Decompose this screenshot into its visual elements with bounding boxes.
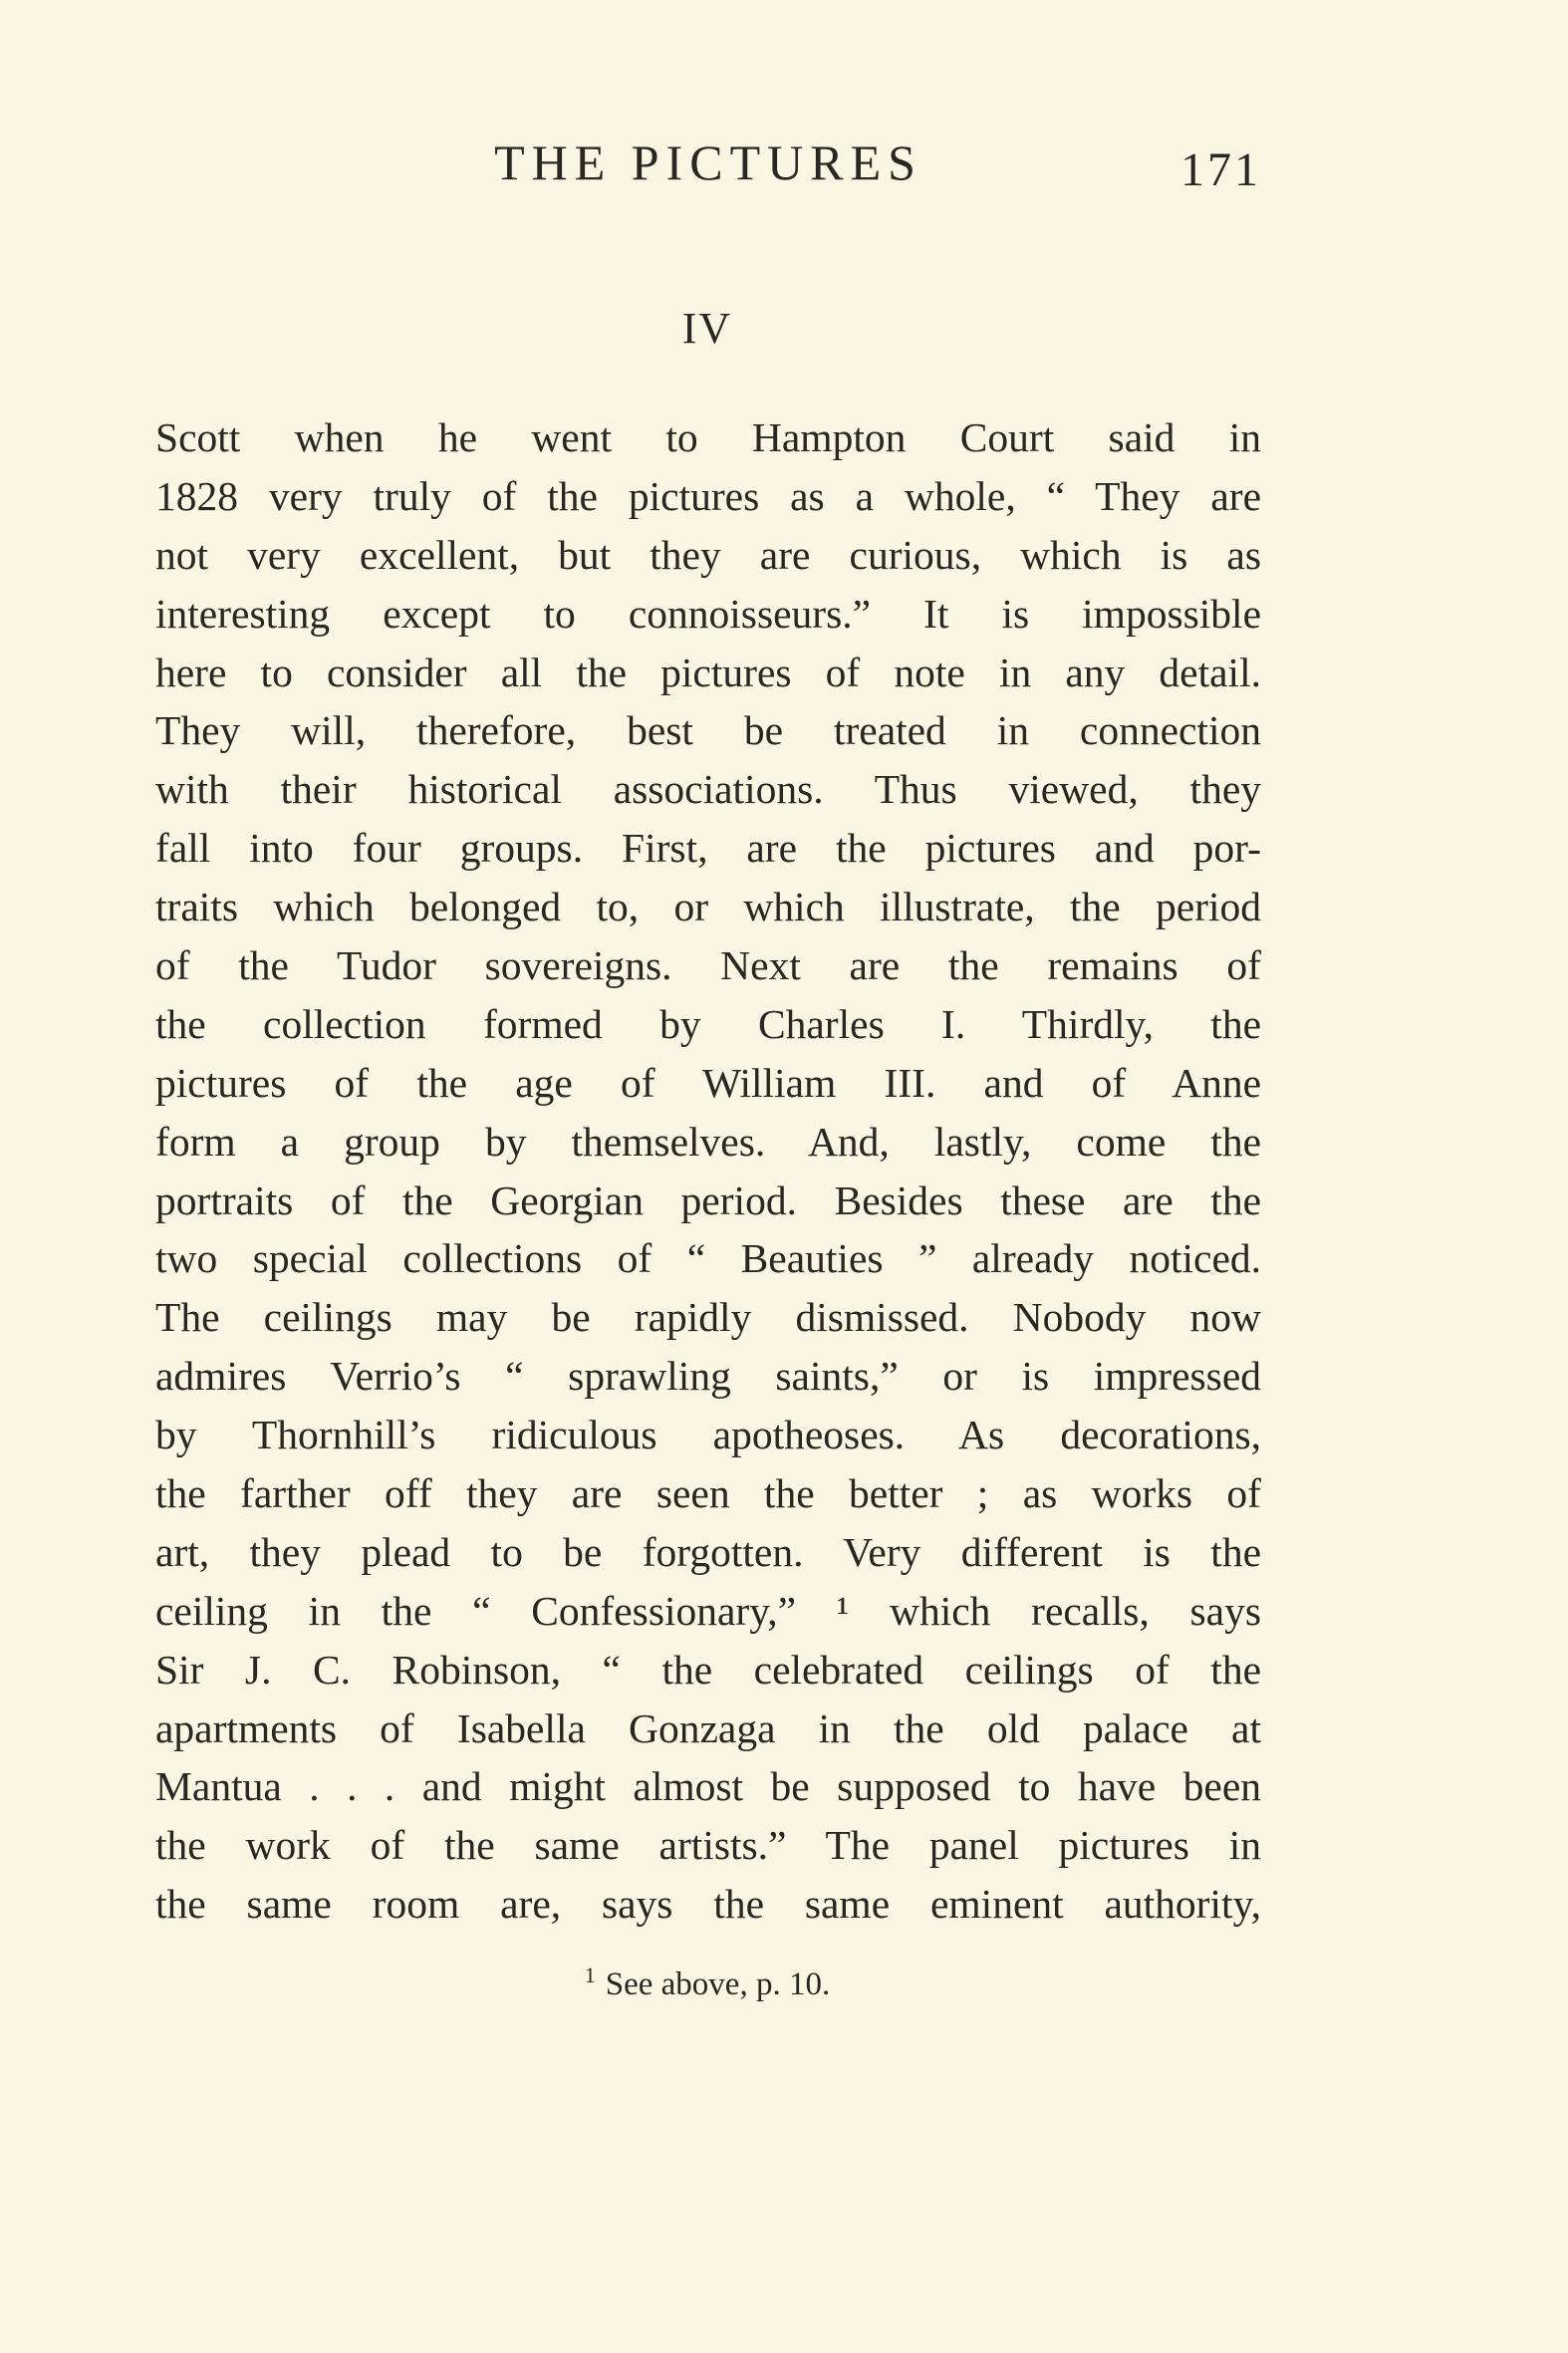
text-line: interesting except to connoisseurs.” It is impossible [155, 590, 1261, 637]
text-line: not very excellent, but they are curious, which is as [155, 531, 1261, 578]
text-line: the farther off they are seen the better ; as works of [155, 1470, 1261, 1517]
body-paragraph [155, 408, 1261, 1934]
text-line: with their historical associations. Thus viewed, they [155, 766, 1261, 813]
section-heading: IV [681, 304, 733, 353]
running-title: THE PICTURES [494, 134, 922, 190]
text-line: Sir J. C. Robinson, “ the celebrated ceilings of the [155, 1646, 1261, 1693]
text-line: portraits of the Georgian period. Besides these are the [155, 1176, 1261, 1223]
text-line: the same room are, says the same eminent authority, [155, 1881, 1261, 1928]
text-line: Mantua . . . and might almost be supposed to have been [155, 1763, 1261, 1810]
text-line: art, they plead to be forgotten. Very different is the [155, 1528, 1261, 1575]
text-line: the work of the same artists.” The panel pictures in [155, 1822, 1261, 1869]
text-line: by Thornhill’s ridiculous apotheoses. As decorations, [155, 1412, 1261, 1458]
text-line: here to consider all the pictures of note in any detail. [155, 649, 1261, 695]
text-line: Scott when he went to Hampton Court said in [155, 414, 1261, 460]
text-line: admires Verrio’s “ sprawling saints,” or is impressed [155, 1353, 1261, 1400]
text-line: They will, therefore, best be treated in connection [155, 707, 1261, 754]
text-line: the collection formed by Charles I. Thirdly, the [155, 1000, 1261, 1047]
text-line: apartments of Isabella Gonzaga in the old palace at [155, 1704, 1261, 1751]
text-line: ceiling in the “ Confessionary,” ¹ which recalls, says [155, 1587, 1261, 1634]
text-line: form a group by themselves. And, lastly, come the [155, 1118, 1261, 1165]
text-line: of the Tudor sovereigns. Next are the remains of [155, 942, 1261, 989]
footnote-marker: 1 [584, 1962, 596, 1987]
footnote [0, 1951, 1415, 2009]
text-line: The ceilings may be rapidly dismissed. Nobody now [155, 1294, 1261, 1341]
running-head [155, 128, 1261, 197]
text-line: fall into four groups. First, are the pictures and por- [155, 825, 1261, 872]
text-line: traits which belonged to, or which illustrate, the period [155, 884, 1261, 930]
text-line: pictures of the age of William III. and of Anne [155, 1059, 1261, 1106]
footnote-text: See above, p. 10. [605, 1966, 831, 2002]
text-line: two special collections of “ Beauties ” already noticed. [155, 1235, 1261, 1282]
page-number: 171 [1180, 143, 1261, 196]
text-line: 1828 very truly of the pictures as a whole, “ They are [155, 472, 1261, 519]
